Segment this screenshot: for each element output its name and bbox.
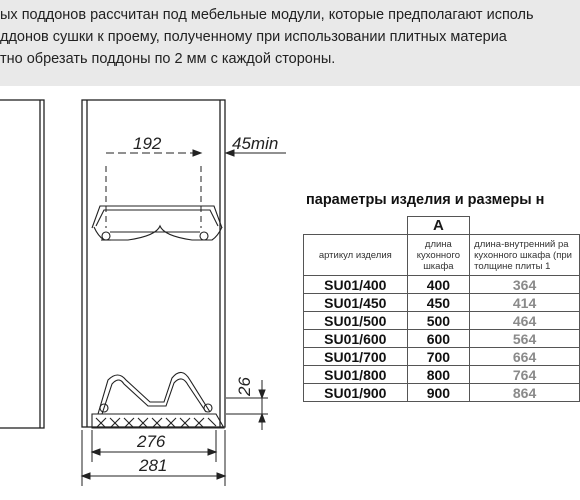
header-length: длина кухонного шкафа [407,235,470,276]
intro-line-3: тно обрезать поддоны по 2 мм с каждой стороны. [0,51,336,67]
dim-label-26: 26 [235,377,254,396]
cell-article: SU01/700 [304,348,408,366]
dim-label-281: 281 [139,456,168,475]
table-row [304,366,580,384]
technical-drawing [0,86,300,500]
table-header-row-a [304,217,580,235]
cell-inner: 864 [470,384,580,402]
table-row [304,384,580,402]
dim-label-276: 276 [137,432,166,451]
cell-inner: 564 [470,330,580,348]
table-row [304,330,580,348]
cell-article: SU01/400 [304,276,408,294]
parameters-table [303,216,580,402]
cell-length: 400 [407,276,470,294]
dim-label-192: 192 [133,134,162,153]
header-empty-cell-right [470,217,580,235]
cell-length: 450 [407,294,470,312]
cell-article: SU01/450 [304,294,408,312]
cell-inner: 414 [470,294,580,312]
cell-inner: 464 [470,312,580,330]
cell-article: SU01/900 [304,384,408,402]
header-inner: длина-внутренний ра кухонного шкафа (при толщине плиты 1 [470,235,580,276]
cell-length: 900 [407,384,470,402]
upper-tray [92,206,222,240]
lower-tray [92,372,224,428]
table-header-row [304,235,580,276]
dim-label-45min: 45min [232,134,279,153]
left-cabinet-panel [0,100,44,428]
intro-line-2: ддонов сушки к проему, полученному при использовании плитных материа [0,29,507,45]
table-row [304,294,580,312]
cell-inner: 664 [470,348,580,366]
header-article: артикул изделия [304,235,408,276]
header-empty-cell [304,217,408,235]
dimension-192 [106,150,286,228]
cell-article: SU01/800 [304,366,408,384]
cell-length: 700 [407,348,470,366]
table-title: параметры изделия и размеры н [306,192,545,208]
cell-inner: 764 [470,366,580,384]
table-row [304,312,580,330]
cell-length: 500 [407,312,470,330]
cell-article: SU01/600 [304,330,408,348]
cell-length: 800 [407,366,470,384]
table-row [304,348,580,366]
cell-length: 600 [407,330,470,348]
intro-text-block [0,0,580,86]
table-row [304,276,580,294]
cell-inner: 364 [470,276,580,294]
intro-line-1: ых поддонов рассчитан под мебельные модули, которые предполагают исполь [0,7,534,23]
header-a-label: A [407,217,470,235]
cell-article: SU01/500 [304,312,408,330]
